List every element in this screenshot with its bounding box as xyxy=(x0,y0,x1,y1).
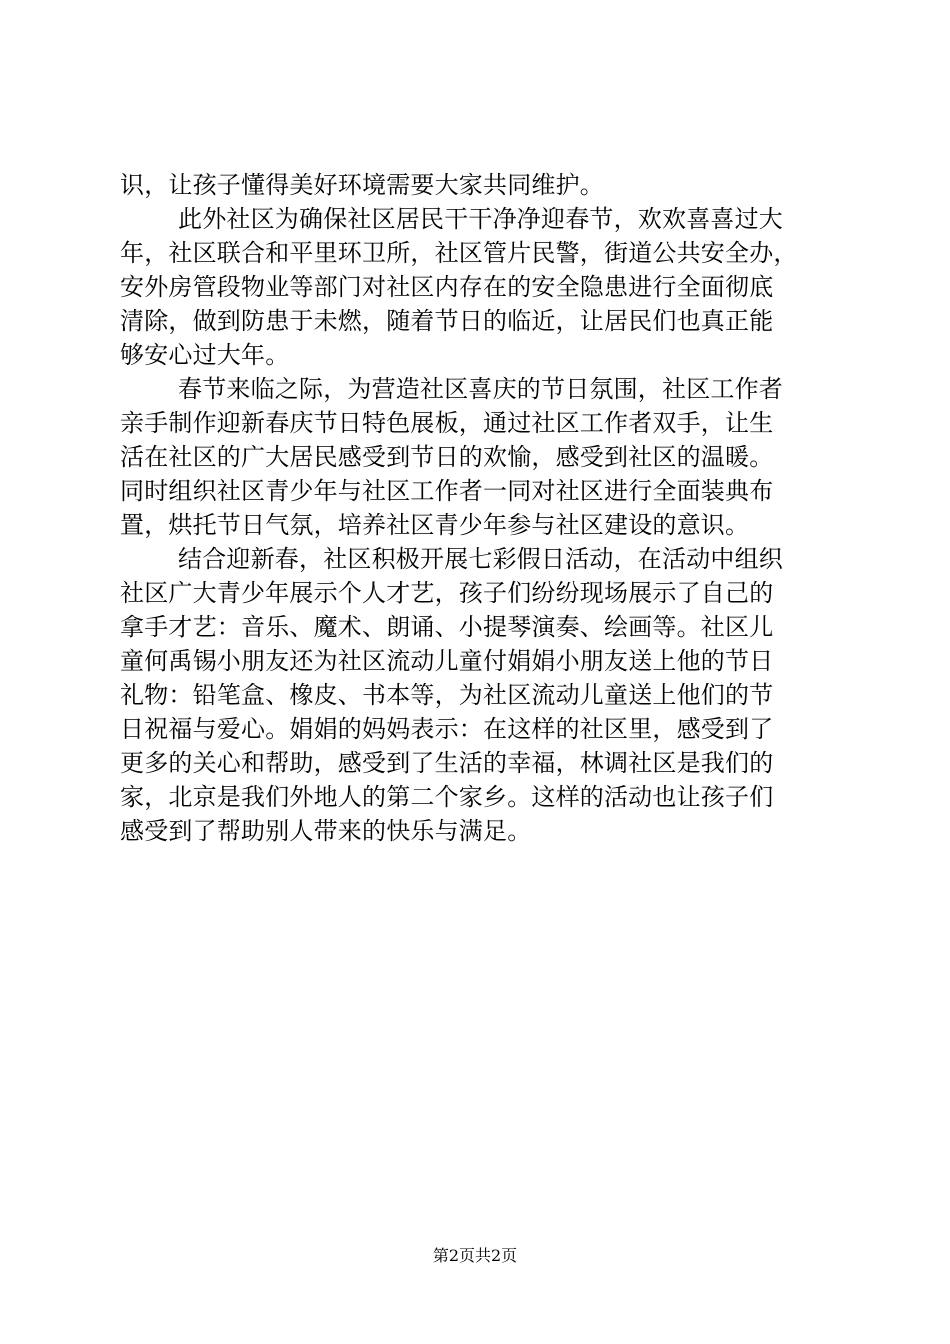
paragraph-start-line: 春节来临之际，为营造社区喜庆的节日氛围，社区工作者 xyxy=(178,375,783,403)
text-line: 识，让孩子懂得美好环境需要大家共同维护。 xyxy=(120,171,604,199)
text-line: 清除，做到防患于未燃，随着节日的临近，让居民们也真正能 xyxy=(120,307,774,335)
paragraph-start-line: 此外社区为确保社区居民干干净净迎春节，欢欢喜喜过大 xyxy=(178,205,783,233)
text-line: 日祝福与爱心。娟娟的妈妈表示：在这样的社区里，感受到了 xyxy=(120,715,774,743)
text-line: 家，北京是我们外地人的第二个家乡。这样的活动也让孩子们 xyxy=(120,783,774,811)
text-line: 置，烘托节日气氛，培养社区青少年参与社区建设的意识。 xyxy=(120,511,750,539)
page-number-current: 第2页 xyxy=(432,1246,475,1265)
text-line: 同时组织社区青少年与社区工作者一同对社区进行全面装典布 xyxy=(120,477,774,505)
text-line: 礼物：铅笔盒、橡皮、书本等，为社区流动儿童送上他们的节 xyxy=(120,681,774,709)
text-line: 活在社区的广大居民感受到节日的欢愉，感受到社区的温暖。 xyxy=(120,443,774,471)
paragraph-start-line: 结合迎新春，社区积极开展七彩假日活动，在活动中组织 xyxy=(178,545,783,573)
text-line: 更多的关心和帮助，感受到了生活的幸福，林调社区是我们的 xyxy=(120,749,774,777)
page-number-total: 共2页 xyxy=(475,1246,518,1265)
page-footer xyxy=(0,1245,950,1267)
text-line: 社区广大青少年展示个人才艺，孩子们纷纷现场展示了自己的 xyxy=(120,579,774,607)
text-line: 够安心过大年。 xyxy=(120,341,290,369)
text-line: 亲手制作迎新春庆节日特色展板，通过社区工作者双手，让生 xyxy=(120,409,774,437)
text-line: 拿手才艺：音乐、魔术、朗诵、小提琴演奏、绘画等。社区儿 xyxy=(120,613,774,641)
text-line: 感受到了帮助别人带来的快乐与满足。 xyxy=(120,817,532,845)
text-line: 安外房管段物业等部门对社区内存在的安全隐患进行全面彻底 xyxy=(120,273,774,301)
document-body xyxy=(120,168,835,848)
text-line: 童何禹锡小朋友还为社区流动儿童付娟娟小朋友送上他的节日 xyxy=(120,647,774,675)
text-line: 年，社区联合和平里环卫所，社区管片民警，街道公共安全办， xyxy=(120,239,798,267)
